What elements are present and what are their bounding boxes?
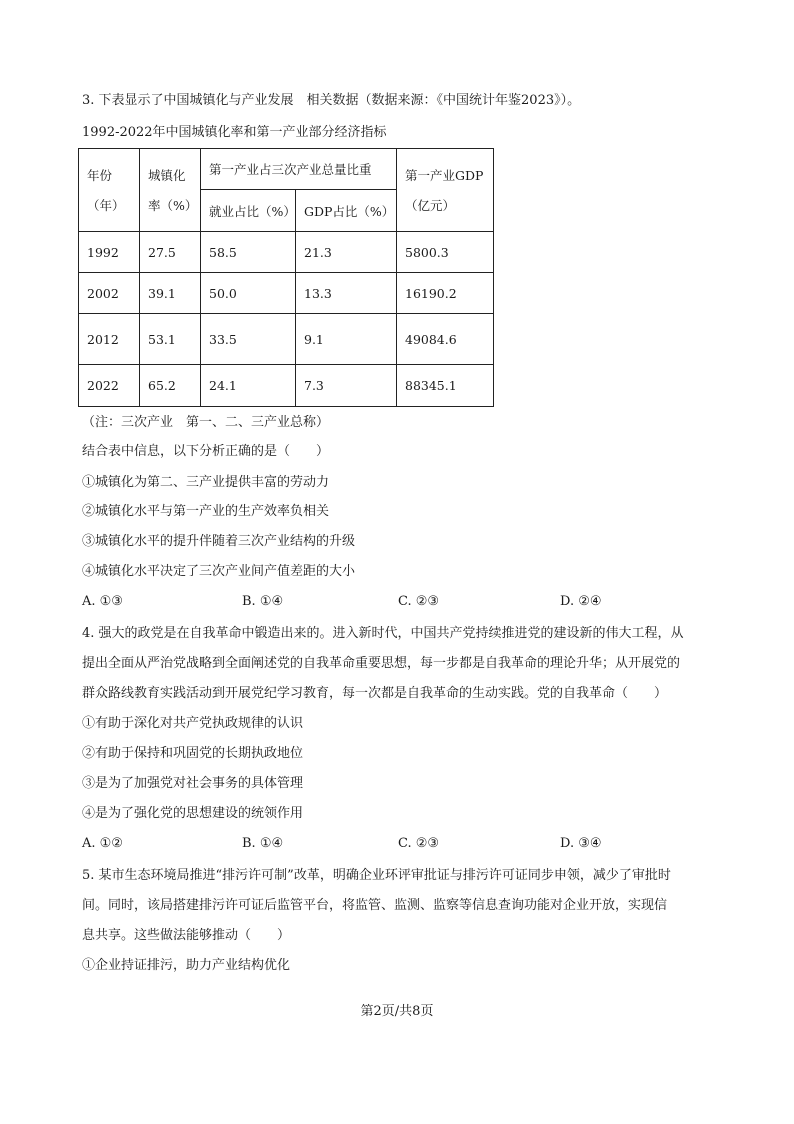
table-row (79, 232, 494, 273)
q3-stem: 3. 下表显示了中国城镇化与产业发展 相关数据（数据来源：《中国统计年鉴2023》）。 (82, 93, 581, 108)
q5-stem-line: 息共享。这些做法能够推动（ ） (82, 928, 291, 943)
q5-stem-line: 间。同时，该局搭建排污许可证后监管平台，将监管、监测、监察等信息查询功能对企业开放，实现信 (82, 898, 668, 913)
cell-urbanization: 27.5 (140, 232, 201, 273)
header-urbanization: 城镇化 率（%） (140, 149, 201, 232)
table-row (79, 365, 494, 407)
q3-prompt: 结合表中信息，以下分析正确的是（ ） (82, 444, 330, 459)
header-gdp-share: GDP占比（%） (296, 190, 397, 232)
urbanization-table (78, 148, 494, 407)
option-c[interactable]: C. ②③ (398, 836, 440, 851)
q4-statement: ③是为了加强党对社会事务的具体管理 (82, 776, 304, 791)
option-c[interactable]: C. ②③ (398, 594, 440, 609)
cell-gdp-share: 13.3 (296, 273, 397, 314)
option-b[interactable]: B. ①④ (242, 594, 284, 609)
cell-employment: 58.5 (201, 232, 296, 273)
q3-statement: ③城镇化水平的提升伴随着三次产业结构的升级 (82, 534, 356, 549)
cell-employment: 33.5 (201, 314, 296, 365)
q4-statement: ①有助于深化对共产党执政规律的认识 (82, 716, 304, 731)
header-employment-share: 就业占比（%） (201, 190, 296, 232)
table-row (79, 273, 494, 314)
cell-employment: 50.0 (201, 273, 296, 314)
q4-statement: ④是为了强化党的思想建设的统领作用 (82, 806, 304, 821)
cell-year: 2022 (79, 365, 140, 407)
q3-statement: ②城镇化水平与第一产业的生产效率负相关 (82, 504, 330, 519)
cell-year: 2012 (79, 314, 140, 365)
q3-statement: ④城镇化水平决定了三次产业间产值差距的大小 (82, 564, 356, 579)
cell-gdp-share: 21.3 (296, 232, 397, 273)
cell-gdp: 49084.6 (397, 314, 494, 365)
cell-gdp: 5800.3 (397, 232, 494, 273)
q5-statement: ①企业持证排污，助力产业结构优化 (82, 958, 291, 973)
q4-statement: ②有助于保持和巩固党的长期执政地位 (82, 746, 304, 761)
cell-gdp-share: 9.1 (296, 314, 397, 365)
cell-gdp-share: 7.3 (296, 365, 397, 407)
table-note: （注：三次产业 第一、二、三产业总称） (82, 415, 330, 430)
option-a[interactable]: A. ①② (82, 836, 123, 851)
option-a[interactable]: A. ①③ (82, 594, 123, 609)
page-footer: 第2页/共8页 (360, 1004, 434, 1019)
cell-year: 2002 (79, 273, 140, 314)
cell-urbanization: 39.1 (140, 273, 201, 314)
option-b[interactable]: B. ①④ (242, 836, 284, 851)
cell-employment: 24.1 (201, 365, 296, 407)
table-row (79, 314, 494, 365)
cell-urbanization: 65.2 (140, 365, 201, 407)
cell-year: 1992 (79, 232, 140, 273)
header-gdp: 第一产业GDP （亿元） (397, 149, 494, 232)
q5-stem-line: 5. 某市生态环境局推进“排污许可制”改革，明确企业环评审批证与排污许可证同步申领，减少了审批时 (82, 868, 671, 883)
option-d[interactable]: D. ②④ (560, 594, 602, 609)
q3-statement: ①城镇化为第二、三产业提供丰富的劳动力 (82, 475, 330, 490)
option-d[interactable]: D. ③④ (560, 836, 602, 851)
header-year: 年份 （年） (79, 149, 140, 232)
q4-stem-line: 4. 强大的政党是在自我革命中锻造出来的。进入新时代，中国共产党持续推进党的建设新的伟大工程，从 (82, 626, 684, 641)
q4-options (82, 836, 722, 854)
cell-urbanization: 53.1 (140, 314, 201, 365)
cell-gdp: 88345.1 (397, 365, 494, 407)
table-title: 1992-2022年中国城镇化率和第一产业部分经济指标 (82, 125, 387, 140)
q3-options (82, 594, 722, 612)
cell-gdp: 16190.2 (397, 273, 494, 314)
q4-stem-line: 提出全面从严治党战略到全面阐述党的自我革命重要思想，每一步都是自我革命的理论升华；从开展党的 (82, 656, 681, 671)
q4-stem-line: 群众路线教育实践活动到开展党纪学习教育，每一次都是自我革命的生动实践。党的自我革命（ ） (82, 686, 668, 701)
header-share-group: 第一产业占三次产业总量比重 (201, 149, 397, 190)
